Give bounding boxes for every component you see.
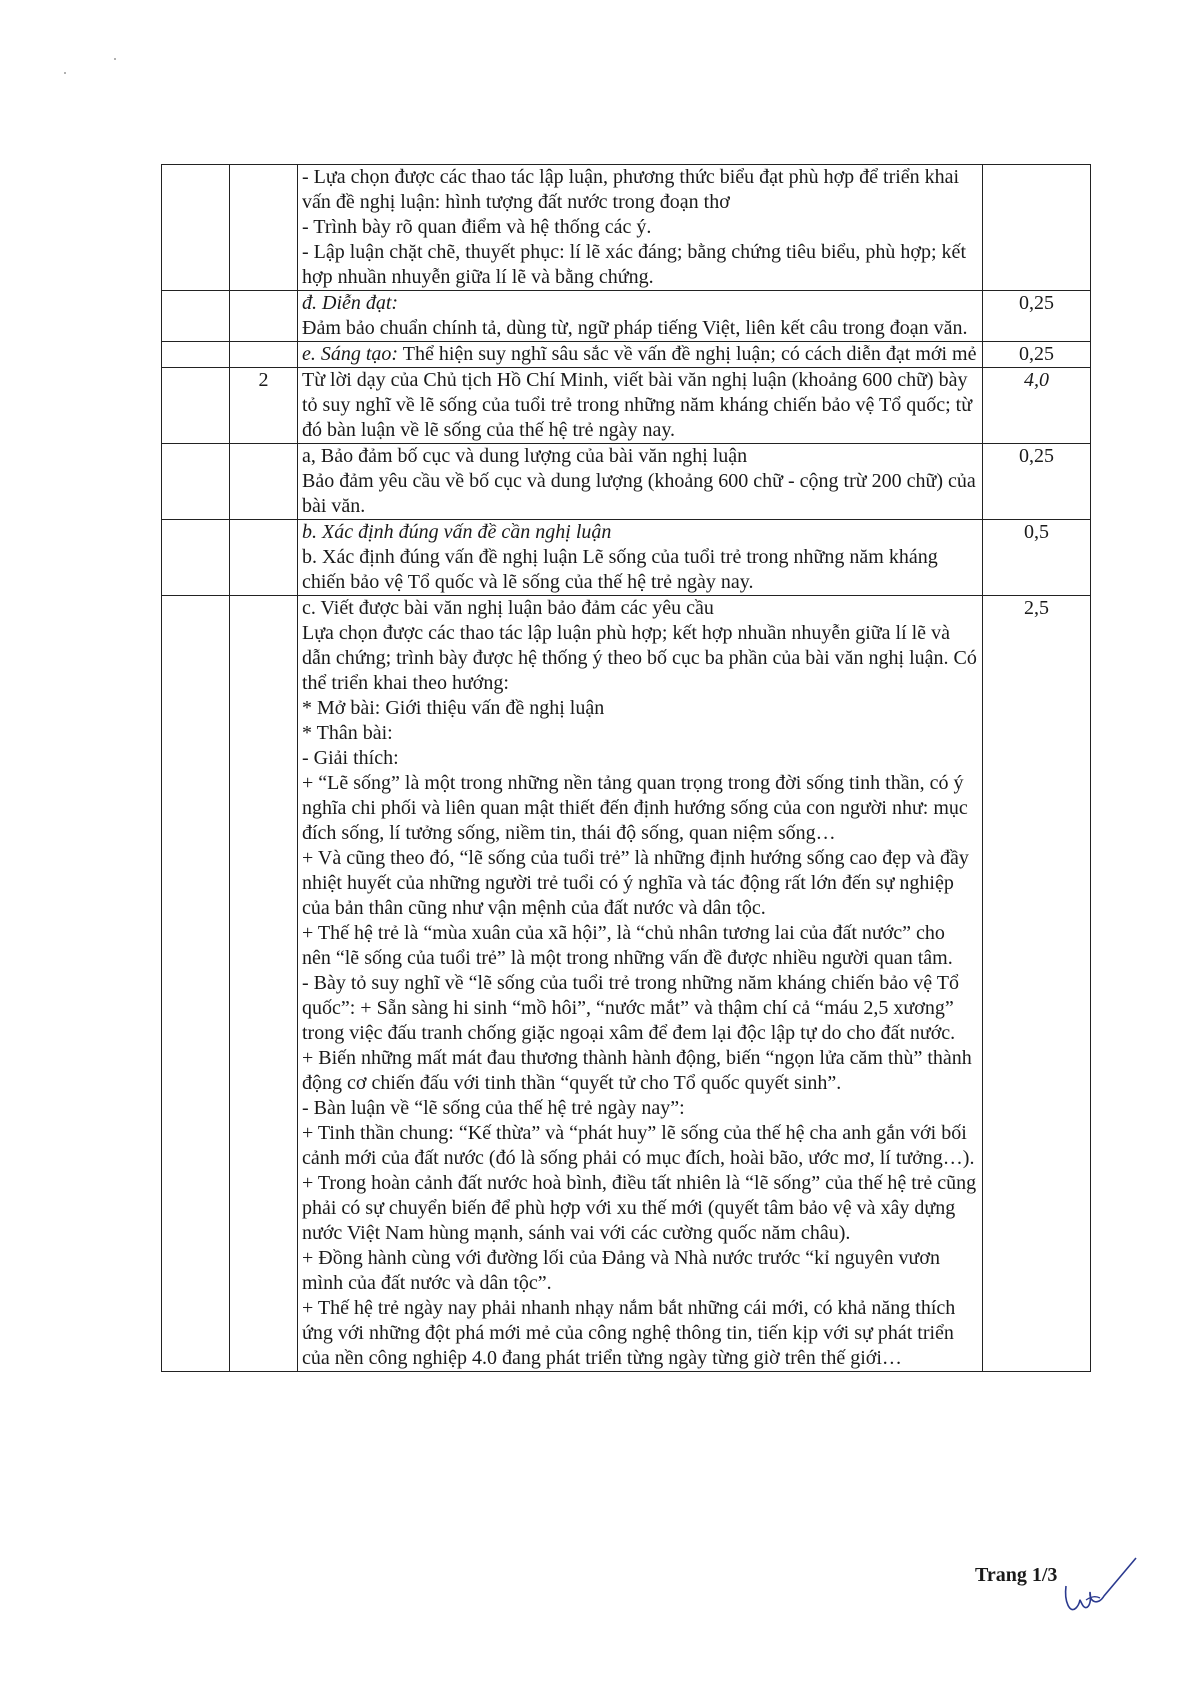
content-cell xyxy=(298,291,983,342)
empty-cell xyxy=(162,596,230,1372)
score-cell: 0,5 xyxy=(983,520,1091,596)
content-line: a, Bảo đảm bố cục và dung lượng của bài văn nghị luận xyxy=(302,445,748,467)
content-cell xyxy=(298,368,983,444)
signature-mark xyxy=(1062,1556,1142,1626)
content-line: - Lựa chọn được các thao tác lập luận, phương thức biểu đạt phù hợp để triển khai vấn đề nghị luận: hình tượng đất nước trong đoạn thơ xyxy=(302,166,960,213)
score-cell: 0,25 xyxy=(983,291,1091,342)
question-number-cell xyxy=(230,342,298,368)
content-line: b. Xác định đúng vấn đề nghị luận Lẽ sống của tuổi trẻ trong những năm kháng chiến bảo vệ Tổ quốc và lẽ sống của thế hệ trẻ ngày nay. xyxy=(302,546,938,593)
table-row xyxy=(162,342,1091,368)
question-number-cell: 2 xyxy=(230,368,298,444)
question-number-cell xyxy=(230,596,298,1372)
scan-speck xyxy=(64,72,66,74)
empty-cell xyxy=(162,444,230,520)
content-line: + Trong hoàn cảnh đất nước hoà bình, điều tất nhiên là “lẽ sống” của thế hệ trẻ cũng phải có sự chuyển biến để phù hợp với xu thế mới (quyết tâm bảo vệ và xây dựng nước Việt Nam hùng mạnh, sánh vai với các cường quốc năm châu). xyxy=(302,1172,977,1244)
content-line: Lựa chọn được các thao tác lập luận phù hợp; kết hợp nhuần nhuyễn giữa lí lẽ và dẫn chứng; trình bày được hệ thống ý theo bố cục ba phần của bài văn nghị luận. Có thể triển khai theo hướng: xyxy=(302,622,977,694)
content-cell xyxy=(298,342,983,368)
content-line: + Biến những mất mát đau thương thành hành động, biến “ngọn lửa căm thù” thành động cơ chiến đấu với tinh thần “quyết tử cho Tổ quốc quyết sinh”. xyxy=(302,1047,972,1094)
content-line: - Bày tỏ suy nghĩ về “lẽ sống của tuổi trẻ trong những năm kháng chiến bảo vệ Tổ quốc”: + Sẵn sàng hi sinh “mồ hôi”, “nước mắt” và thậm chí cả “máu 2,5 xương” trong việc đấu tranh chống giặc ngoại xâm để đem lại độc lập tự do cho đất nước. xyxy=(302,972,959,1044)
content-line: * Thân bài: xyxy=(302,722,393,744)
table-row xyxy=(162,444,1091,520)
empty-cell xyxy=(162,520,230,596)
score-cell: 0,25 xyxy=(983,444,1091,520)
score-cell: 2,5 xyxy=(983,596,1091,1372)
score-cell: 0,25 xyxy=(983,342,1091,368)
content-line: + Thế hệ trẻ ngày nay phải nhanh nhạy nắm bắt những cái mới, có khả năng thích ứng với những đột phá mới mẻ của công nghệ thông tin, tiến kịp với sự phát triển của nền công nghiệp 4.0 đang phát triển từng ngày từng giờ trên thế giới… xyxy=(302,1297,956,1369)
content-line: * Mở bài: Giới thiệu vấn đề nghị luận xyxy=(302,697,605,719)
content-line: + Thế hệ trẻ là “mùa xuân của xã hội”, là “chủ nhân tương lai của đất nước” cho nên “lẽ sống của tuổi trẻ” là một trong những vấn đề được nhiều người quan tâm. xyxy=(302,922,953,969)
question-number-cell xyxy=(230,520,298,596)
content-line: - Trình bày rõ quan điểm và hệ thống các ý. xyxy=(302,216,652,238)
criterion-heading: b. Xác định đúng vấn đề cần nghị luận xyxy=(302,521,612,543)
content-cell xyxy=(298,165,983,291)
table-row xyxy=(162,596,1091,1372)
table-row xyxy=(162,368,1091,444)
content-cell xyxy=(298,596,983,1372)
score-cell xyxy=(983,165,1091,291)
empty-cell xyxy=(162,368,230,444)
grading-table xyxy=(161,164,1091,1372)
content-line: Từ lời dạy của Chủ tịch Hồ Chí Minh, viết bài văn nghị luận (khoảng 600 chữ) bày tỏ suy nghĩ về lẽ sống của tuổi trẻ trong những năm kháng chiến bảo vệ Tổ quốc; từ đó bàn luận về lẽ sống của thế hệ trẻ ngày nay. xyxy=(302,369,973,441)
content-line: - Giải thích: xyxy=(302,747,399,769)
criterion-heading: đ. Diễn đạt: xyxy=(302,292,399,314)
question-number-cell xyxy=(230,291,298,342)
empty-cell xyxy=(162,342,230,368)
table-row xyxy=(162,165,1091,291)
page-number: Trang 1/3 xyxy=(975,1564,1058,1586)
table-row xyxy=(162,520,1091,596)
question-number-cell xyxy=(230,165,298,291)
content-line: c. Viết được bài văn nghị luận bảo đảm các yêu cầu xyxy=(302,597,714,619)
content-line: + Đồng hành cùng với đường lối của Đảng và Nhà nước trước “kỉ nguyên vươn mình của đất nước và dân tộc”. xyxy=(302,1247,940,1294)
question-number-cell xyxy=(230,444,298,520)
criterion-heading: e. Sáng tạo: xyxy=(302,343,399,365)
content-line: - Bàn luận về “lẽ sống của thế hệ trẻ ngày nay”: xyxy=(302,1097,685,1119)
content-line: - Lập luận chặt chẽ, thuyết phục: lí lẽ xác đáng; bằng chứng tiêu biểu, phù hợp; kết hợp nhuần nhuyễn giữa lí lẽ và bằng chứng. xyxy=(302,241,966,288)
content-line: + Và cũng theo đó, “lẽ sống của tuổi trẻ” là những định hướng sống cao đẹp và đầy nhiệt huyết của những người trẻ tuổi có ý nghĩa và tác động rất lớn đến sự nghiệp của bản thân cũng như vận mệnh của đất nước và dân tộc. xyxy=(302,847,969,919)
empty-cell xyxy=(162,165,230,291)
scan-speck xyxy=(114,58,116,60)
content-cell xyxy=(298,520,983,596)
table-row xyxy=(162,291,1091,342)
content-line: + “Lẽ sống” là một trong những nền tảng quan trọng trong đời sống tinh thần, có ý nghĩa chi phối và liên quan mật thiết đến định hướng sống của con người như: mục đích sống, lí tưởng sống, niềm tin, thái độ sống, quan niệm sống… xyxy=(302,772,968,844)
content-line: + Tinh thần chung: “Kế thừa” và “phát huy” lẽ sống của thế hệ cha anh gắn với bối cảnh mới của đất nước (đó là sống phải có mục đích, hoài bão, ước mơ, lí tưởng…). xyxy=(302,1122,975,1169)
content-line: Đảm bảo chuẩn chính tả, dùng từ, ngữ pháp tiếng Việt, liên kết câu trong đoạn văn. xyxy=(302,317,968,339)
criterion-text: Thể hiện suy nghĩ sâu sắc về vấn đề nghị luận; có cách diễn đạt mới mẻ xyxy=(398,343,977,365)
content-line: Bảo đảm yêu cầu về bố cục và dung lượng (khoảng 600 chữ - cộng trừ 200 chữ) của bài văn. xyxy=(302,470,976,517)
content-cell xyxy=(298,444,983,520)
empty-cell xyxy=(162,291,230,342)
score-cell: 4,0 xyxy=(983,368,1091,444)
